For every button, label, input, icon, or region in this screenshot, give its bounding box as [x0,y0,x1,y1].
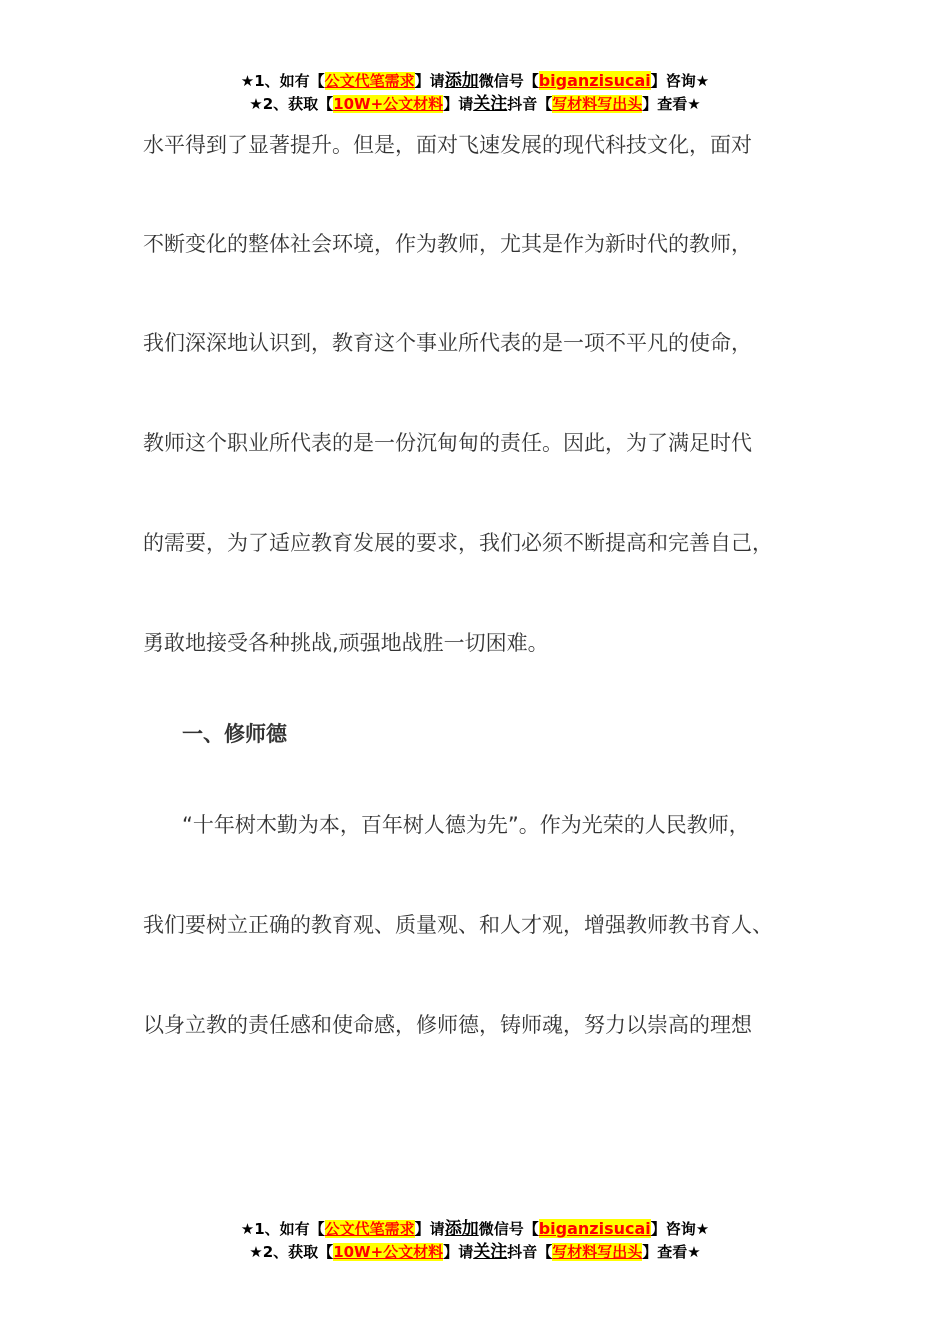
banner-text: ★2、获取【 [249,95,334,113]
banner-emphasis: 添加 [444,71,479,91]
banner-text: 】咨询★ [650,1220,710,1238]
banner-emphasis: 关注 [473,1242,508,1262]
paragraph-line: 教师这个职业所代表的是一份沉甸甸的责任。因此，为了满足时代 [143,431,752,455]
header-banner [0,69,950,116]
banner-douyin-id: 写材料写出头 [552,95,643,113]
banner-text: 微信号【 [478,72,539,90]
banner-wechat-id: biganzisucai [538,71,651,90]
banner-douyin-id: 写材料写出头 [552,1243,643,1261]
banner-text: 】请 [443,1243,474,1261]
paragraph-line: 勇敢地接受各种挑战,顽强地战胜一切困难。 [143,631,549,655]
paragraph-line: “十年树木勤为本，百年树人德为先”。作为光荣的人民教师， [182,813,750,837]
banner-text: 】请 [443,95,474,113]
banner-line-1 [0,1217,950,1241]
banner-text: 】请 [414,72,445,90]
banner-highlight: 公文代笔需求 [324,72,415,90]
banner-text: 抖音【 [507,1243,553,1261]
banner-text: 】请 [414,1220,445,1238]
banner-text: 】查看★ [642,1243,701,1261]
banner-line-2 [0,93,950,116]
banner-text: ★2、获取【 [249,1243,334,1261]
banner-text: ★1、如有【 [240,72,325,90]
banner-text: 微信号【 [478,1220,539,1238]
banner-highlight: 10W+公文材料 [333,1243,444,1261]
banner-line-1 [0,69,950,93]
banner-text: ★1、如有【 [240,1220,325,1238]
banner-text: 】查看★ [642,95,701,113]
paragraph-line: 我们要树立正确的教育观、质量观、和人才观，增强教师教书育人、 [143,913,773,937]
banner-emphasis: 关注 [473,94,508,114]
paragraph-line: 不断变化的整体社会环境，作为教师，尤其是作为新时代的教师， [143,232,752,256]
banner-highlight: 公文代笔需求 [324,1220,415,1238]
paragraph-line: 水平得到了显著提升。但是，面对飞速发展的现代科技文化，面对 [143,133,752,157]
banner-line-2 [0,1241,950,1264]
banner-wechat-id: biganzisucai [538,1219,651,1238]
paragraph-line: 的需要，为了适应教育发展的要求，我们必须不断提高和完善自己， [143,531,773,555]
footer-banner [0,1217,950,1264]
banner-text: 】咨询★ [650,72,710,90]
banner-highlight: 10W+公文材料 [333,95,444,113]
banner-emphasis: 添加 [444,1219,479,1239]
paragraph-line: 我们深深地认识到，教育这个事业所代表的是一项不平凡的使命， [143,331,752,355]
paragraph-line: 以身立教的责任感和使命感，修师德，铸师魂，努力以崇高的理想 [143,1013,752,1037]
section-heading: 一、修师德 [182,722,287,746]
banner-text: 抖音【 [507,95,553,113]
